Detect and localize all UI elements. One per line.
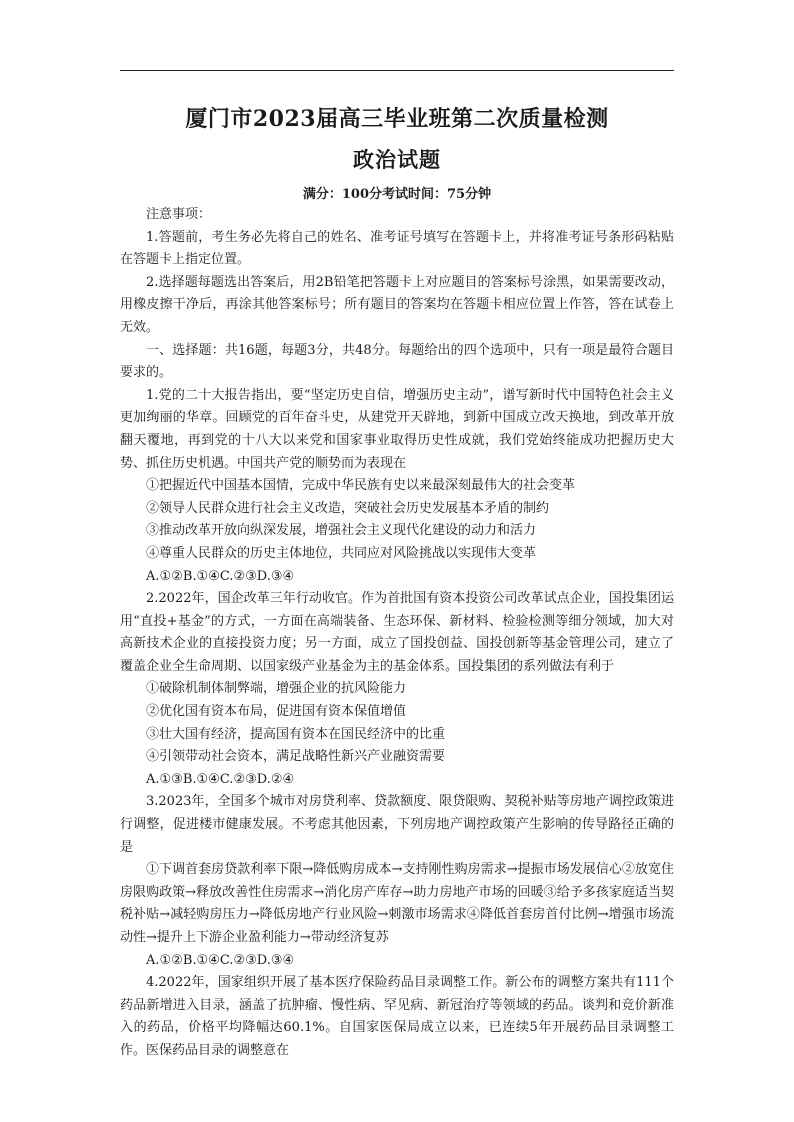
notice-item: 2.选择题每题选出答案后，用2B铅笔把答题卡上对应题目的答案标号涂黑，如果需要改动，用橡皮擦干净后，再涂其他答案标号；所有题目的答案均在答题卡相应位置上作答，答在试卷上无效。	[120, 274, 674, 335]
question-option: ②领导人民群众进行社会主义改造，突破社会历史发展基本矛盾的制约	[146, 500, 550, 516]
answer-choices: A.①②B.①④C.②③D.③④	[146, 952, 295, 968]
page-title: 厦门市2023届高三毕业班第二次质量检测	[185, 106, 609, 132]
question-option: ④尊重人民群众的历史主体地位，共同应对风险挑战以实现伟大变革	[146, 545, 537, 561]
question-option: ④引领带动社会资本，满足战略性新兴产业融资需要	[146, 749, 446, 765]
question-option: ③推动改革开放向纵深发展，增强社会主义现代化建设的动力和活力	[146, 523, 537, 539]
header-rule	[120, 70, 674, 71]
question-option: ②优化国有资本布局，促进国有资本保值增值	[146, 704, 407, 720]
notice-item: 1.答题前，考生务必先将自己的姓名、准考证号填写在答题卡上，并将准考证号条形码粘贴在答题卡上指定位置。	[120, 229, 674, 268]
question-options-paragraph: ①下调首套房贷款利率下限→降低购房成本→支持刚性购房需求→提振市场发展信心②放宽住房限购政策→释放改善性住房需求→消化房产库存→助力房地产市场的回暖③给予多孩家庭适当契税补贴→减轻购房压力→降低房地产行业风险→刺激市场需求④降低首套房首付比例→增强市场流动性→提升上下游企业盈利能力→带动经济复苏	[120, 862, 674, 945]
answer-choices: A.①②B.①④C.②③D.③④	[146, 568, 295, 584]
score-time-info: 满分：100分考试时间：75分钟	[302, 187, 492, 202]
question-option: ①把握近代中国基本国情，完成中华民族有史以来最深刻最伟大的社会变革	[146, 478, 576, 494]
question-stem: 1.党的二十大报告指出，要“坚定历史自信，增强历史主动”，谱写新时代中国特色社会主义更加绚丽的华章。回顾党的百年奋斗史，从建党开天辟地，到新中国成立改天换地，到改革开放翻天覆地，再到党的十八大以来党和国家事业取得历史性成就，我们党始终能成功把握历史大势、抓住历史机遇。中国共产党的顺势而为表现在	[120, 387, 674, 471]
question-stem: 3.2023年，全国多个城市对房贷利率、贷款额度、限贷限购、契税补贴等房地产调控政策进行调整，促进楼市健康发展。不考虑其他因素，下列房地产调控政策产生影响的传导路径正确的是	[120, 794, 674, 855]
answer-choices: A.①③B.①④C.②③D.②④	[146, 771, 295, 787]
notice-heading: 注意事项：	[146, 207, 212, 222]
question-stem: 2.2022年，国企改革三年行动收官。作为首批国有资本投资公司改革试点企业，国投集团运用“直投+基金”的方式，一方面在高端装备、生态环保、新材料、检验检测等细分领域，加大对高新技术企业的直接投资力度；另一方面，成立了国投创益、国投创新等基金管理公司，建立了覆盖企业全生命周期、以国家级产业基金为主的基金体系。国投集团的系列做法有利于	[120, 591, 674, 674]
question-stem: 4.2022年，国家组织开展了基本医疗保险药品目录调整工作。新公布的调整方案共有111个药品新增进入目录，涵盖了抗肿瘤、慢性病、罕见病、新冠治疗等领域的药品。谈判和竞价新准入的药品，价格平均降幅达60.1%。自国家医保局成立以来，已连续5年开展药品目录调整工作。医保药品目录的调整意在	[120, 975, 674, 1058]
page-subtitle: 政治试题	[353, 147, 441, 172]
section-intro: 一、选择题：共16题，每题3分，共48分。每题给出的四个选项中，只有一项是最符合题目要求的。	[120, 342, 674, 381]
exam-body	[120, 204, 674, 1063]
question-option: ①破除机制体制弊端，增强企业的抗风险能力	[146, 681, 407, 697]
question-option: ③壮大国有经济，提高国有资本在国民经济中的比重	[146, 726, 446, 742]
